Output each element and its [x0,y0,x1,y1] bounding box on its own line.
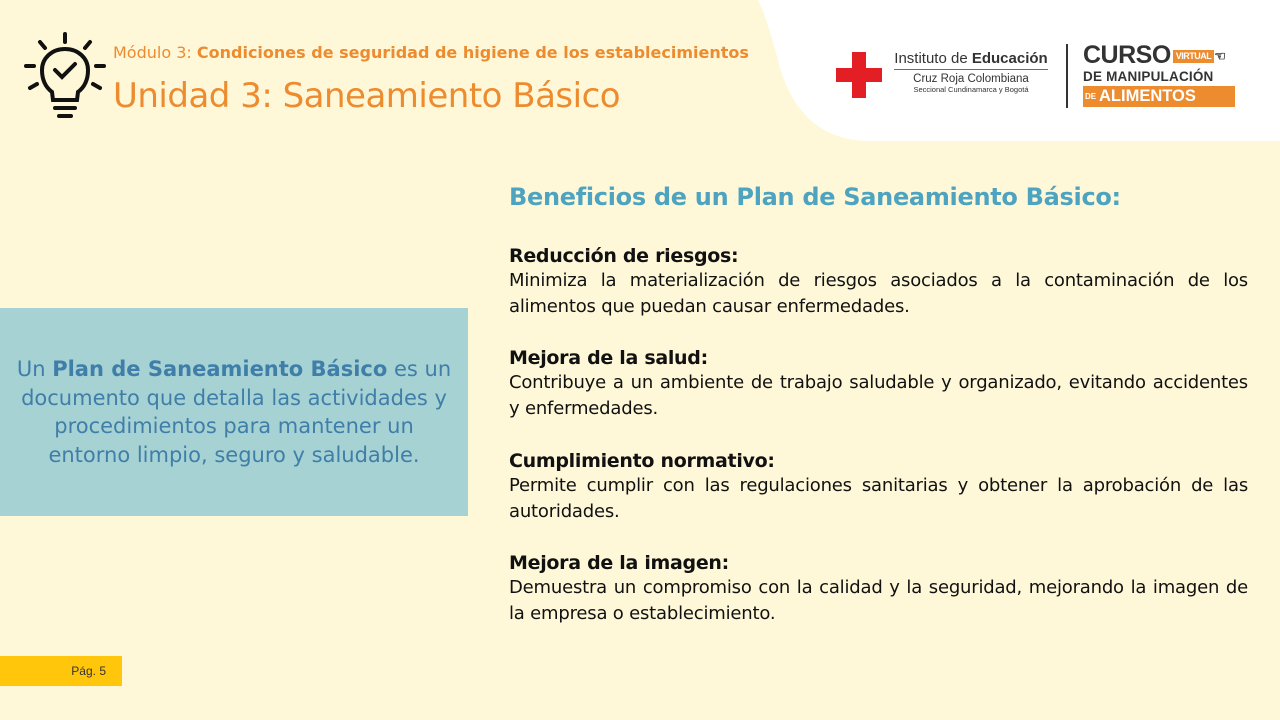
definition-text [14,355,454,469]
lightbulb-check-icon [22,30,108,122]
benefits-title: Beneficios de un Plan de Saneamiento Básico: [509,183,1121,211]
institute-line1-a: Instituto de [894,50,968,67]
benefit-text: Minimiza la materialización de riesgos asociados a la contaminación de los alimentos que puedan causar enfermedades. [509,270,1248,317]
benefit-item [509,551,1248,627]
institute-logo [894,50,1048,94]
institute-divider [894,69,1048,70]
course-de-small: DE [1085,92,1097,102]
benefit-text: Permite cumplir con las regulaciones sanitarias y obtener la aprobación de las autoridades. [509,475,1248,522]
benefit-heading: Mejora de la imagen: [509,552,729,574]
definition-rest: es un documento que detalla las actividades y procedimientos para mantener un entorno limpio, seguro y saludable. [21,357,452,467]
benefit-text: Contribuye a un ambiente de trabajo saludable y organizado, evitando accidentes y enfermedades. [509,372,1248,419]
module-subtitle [113,43,749,62]
definition-bold: Plan de Saneamiento Básico [52,357,388,381]
benefit-item [509,449,1248,525]
module-prefix: Módulo 3: [113,43,192,62]
course-manipulacion: DE MANIPULACIÓN [1083,69,1214,85]
benefit-heading: Reducción de riesgos: [509,245,739,267]
page-number-tag [0,656,122,686]
page-number-label: Pág. 5 [71,664,106,678]
benefit-text: Demuestra un compromiso con la calidad y la seguridad, mejorando la imagen de la empresa o establecimiento. [509,577,1248,624]
course-word: CURSO [1083,41,1171,69]
institute-line2: Cruz Roja Colombiana [913,73,1029,85]
unit-title: Unidad 3: Saneamiento Básico [113,76,621,116]
benefit-heading: Cumplimiento normativo: [509,450,775,472]
course-alimentos: ALIMENTOS [1099,87,1196,106]
institute-line3: Seccional Cundinamarca y Bogotá [913,85,1029,94]
benefit-item [509,346,1248,422]
virtual-badge: VIRTUAL [1173,50,1215,63]
institute-line1-b: Educación [971,50,1048,67]
definition-box [0,308,468,516]
course-alimentos-bar [1083,86,1235,107]
definition-prefix: Un [16,357,46,381]
benefit-heading: Mejora de la salud: [509,347,708,369]
hand-pointer-icon: ☜ [1214,48,1226,64]
logo-divider [1066,44,1068,108]
benefit-item [509,244,1248,320]
module-title: Condiciones de seguridad de higiene de los establecimientos [196,43,749,62]
course-logo [1083,42,1235,107]
red-cross-icon [836,52,882,98]
